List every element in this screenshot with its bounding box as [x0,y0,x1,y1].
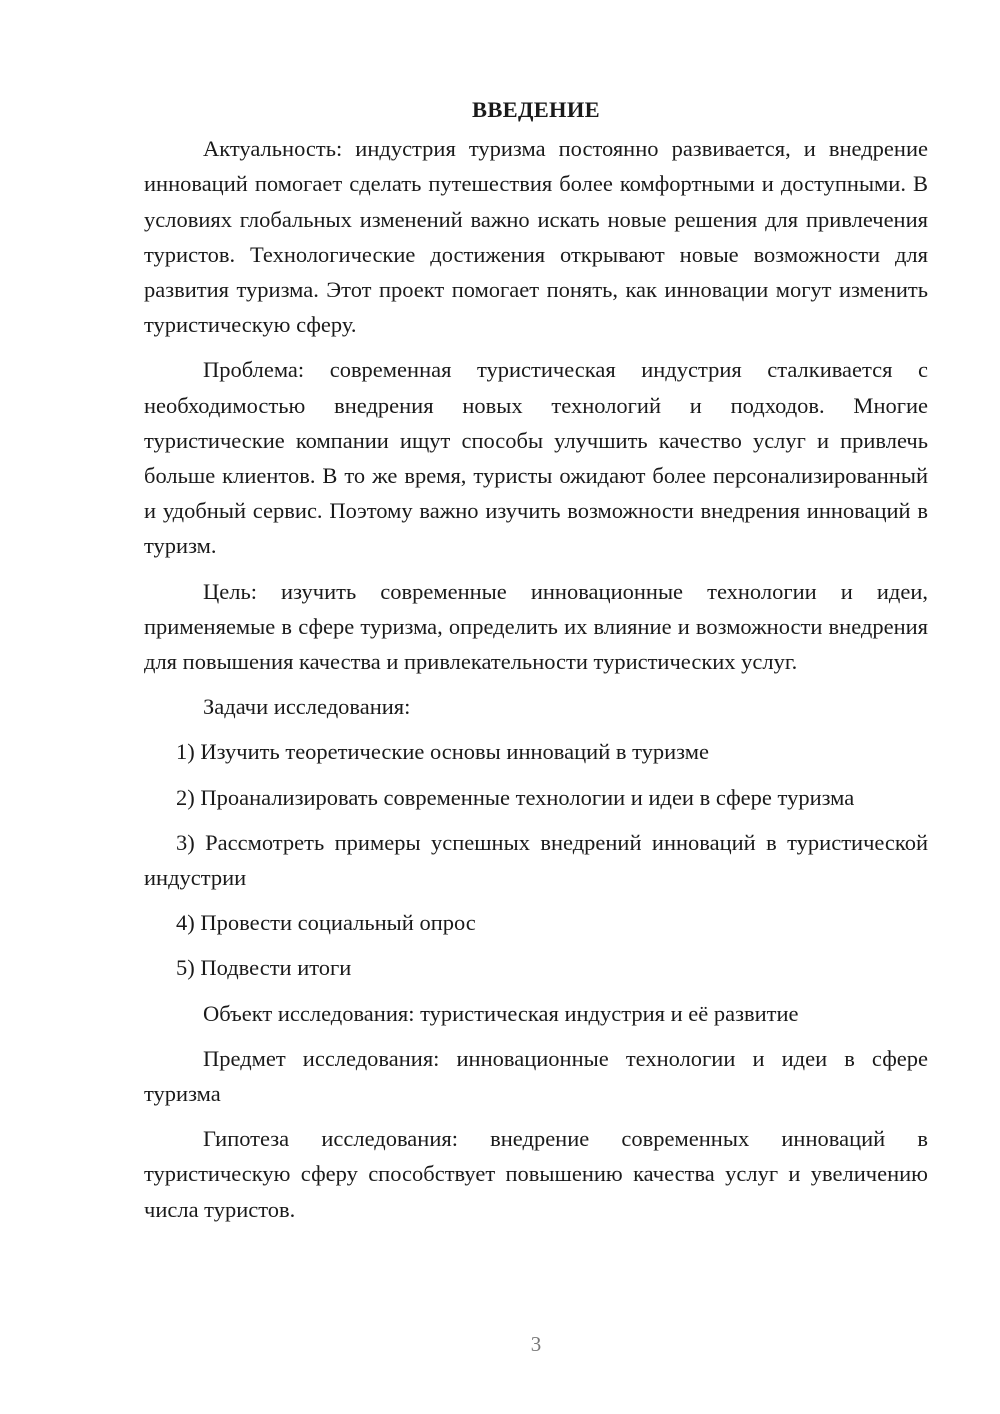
task-item: 2) Проанализировать современные технологии и идеи в сфере туризма [176,784,855,810]
problem-paragraph: Проблема: современная туристическая индустрия сталкивается с необходимостью внедрения новых технологий и подходов. Многие туристические компании ищут способы улучшить качество услуг и привлечь больше клиентов. В то же время, туристы ожидают более персонализированный и удобный сервис. Поэтому важно изучить возможности внедрения инноваций в туризм. [144,357,928,559]
goal-paragraph: Цель: изучить современные инновационные технологии и идеи, применяемые в сфере туризма, определить их влияние и возможности внедрения для повышения качества и привлекательности туристических услуг. [144,578,928,675]
page-number: 3 [530,1332,542,1356]
document-page [144,92,928,1237]
subject-paragraph: Предмет исследования: инновационные технологии и идеи в сфере туризма [144,1045,928,1107]
tasks-list [144,734,928,985]
object-paragraph: Объект исследования: туристическая индустрия и её развитие [203,1000,799,1026]
task-item: 4) Провести социальный опрос [176,910,476,936]
page-title: ВВЕДЕНИЕ [472,97,600,122]
task-item: 3) Рассмотреть примеры успешных внедрений инноваций в туристической индустрии [144,829,928,891]
hypothesis-paragraph: Гипотеза исследования: внедрение современных инноваций в туристическую сферу способствует повышению качества услуг и увеличению числа туристов. [144,1126,928,1222]
relevance-paragraph: Актуальность: индустрия туризма постоянно развивается, и внедрение инноваций помогает сделать путешествия более комфортными и доступными. В условиях глобальных изменений важно искать новые решения для привлечения туристов. Технологические достижения открывают новые возможности для развития туризма. Этот проект помогает понять, как инновации могут изменить туристическую сферу. [144,136,928,338]
task-item: 1) Изучить теоретические основы инноваций в туризме [176,739,709,765]
tasks-heading: Задачи исследования: [203,694,411,720]
task-item: 5) Подвести итоги [176,955,352,981]
